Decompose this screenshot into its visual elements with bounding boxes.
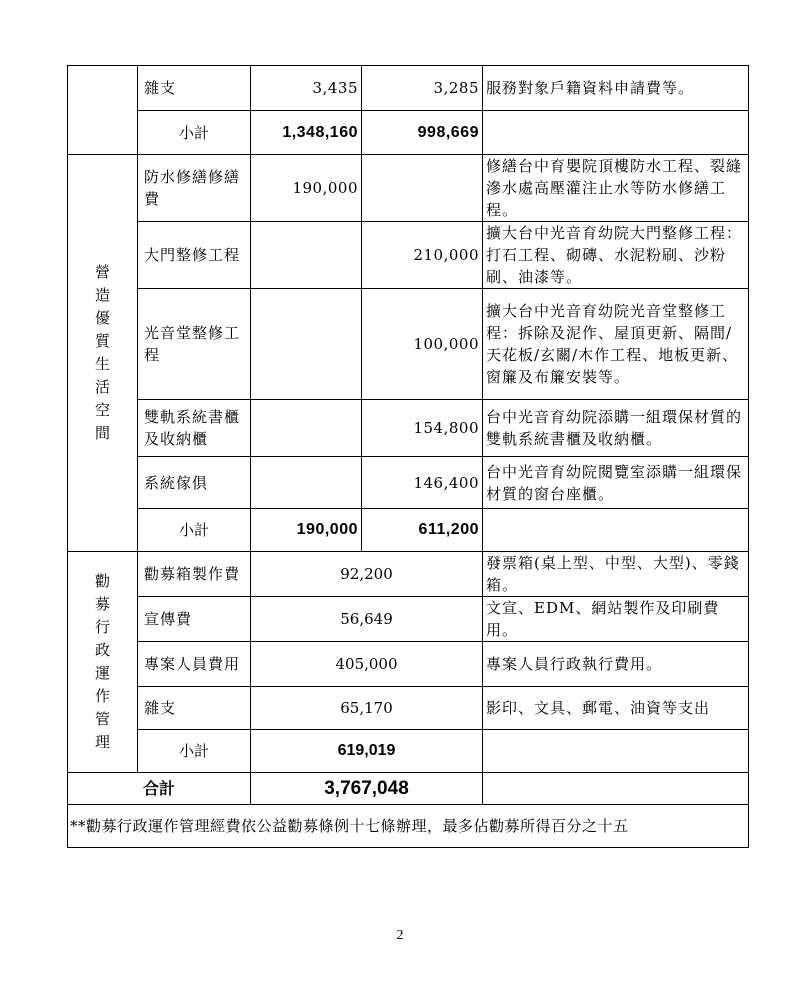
description-cell: 擴大台中光音育幼院光音堂整修工程：拆除及泥作、屋頂更新、隔間/天花板/玄關/木作工程、地板更新、窗簾及布簾安裝等。 xyxy=(483,289,749,400)
subtotal-amount: 190,000 xyxy=(251,509,362,552)
subtotal-row xyxy=(68,730,749,773)
amount-cell xyxy=(251,222,362,289)
total-label: 合計 xyxy=(68,773,251,805)
amount-cell: 405,000 xyxy=(251,642,483,687)
subtotal-amount: 611,200 xyxy=(362,509,483,552)
subtotal-label: 小計 xyxy=(138,509,251,552)
description-cell: 台中光音育幼院閱覽室添購一組環保材質的窗台座櫃。 xyxy=(483,457,749,509)
amount-cell: 210,000 xyxy=(362,222,483,289)
item-label: 大門整修工程 xyxy=(138,222,251,289)
amount-cell: 3,285 xyxy=(362,66,483,111)
description-cell: 發票箱(桌上型、中型、大型)、零錢箱。 xyxy=(483,552,749,597)
empty-cell xyxy=(483,509,749,552)
category-label: 營造優質生活空間 xyxy=(94,263,110,442)
note-row xyxy=(68,805,749,848)
table-row xyxy=(68,400,749,457)
description-cell: 影印、文具、郵電、油資等支出 xyxy=(483,687,749,730)
budget-table xyxy=(67,65,749,848)
page-number: 2 xyxy=(396,928,404,943)
item-label: 雜支 xyxy=(138,66,251,111)
empty-cell xyxy=(483,111,749,155)
empty-cell xyxy=(483,773,749,805)
footnote: **勸募行政運作管理經費依公益勸募條例十七條辦理，最多佔勸募所得百分之十五 xyxy=(68,805,749,848)
table-row xyxy=(68,687,749,730)
total-amount: 3,767,048 xyxy=(251,773,483,805)
item-label: 雜支 xyxy=(138,687,251,730)
item-label: 雙軌系統書櫃及收納櫃 xyxy=(138,400,251,457)
amount-cell: 3,435 xyxy=(251,66,362,111)
amount-cell xyxy=(251,400,362,457)
table-row xyxy=(68,289,749,400)
description-cell: 專案人員行政執行費用。 xyxy=(483,642,749,687)
description-cell: 修繕台中育嬰院頂樓防水工程、裂縫滲水處高壓灌注止水等防水修繕工程。 xyxy=(483,155,749,222)
subtotal-amount: 998,669 xyxy=(362,111,483,155)
item-label: 宣傳費 xyxy=(138,597,251,642)
amount-cell: 146,400 xyxy=(362,457,483,509)
description-cell: 台中光音育幼院添購一組環保材質的雙軌系統書櫃及收納櫃。 xyxy=(483,400,749,457)
subtotal-label: 小計 xyxy=(138,730,251,773)
amount-cell: 154,800 xyxy=(362,400,483,457)
subtotal-row xyxy=(68,509,749,552)
subtotal-row xyxy=(68,111,749,155)
subtotal-amount: 1,348,160 xyxy=(251,111,362,155)
subtotal-label: 小計 xyxy=(138,111,251,155)
subtotal-amount: 619,019 xyxy=(251,730,483,773)
table-row xyxy=(68,457,749,509)
table-row xyxy=(68,642,749,687)
amount-cell xyxy=(362,155,483,222)
item-label: 勸募箱製作費 xyxy=(138,552,251,597)
item-label: 防水修繕修繕費 xyxy=(138,155,251,222)
amount-cell xyxy=(251,457,362,509)
category-label: 勸募行政運作管理 xyxy=(94,572,110,751)
item-label: 系統傢俱 xyxy=(138,457,251,509)
category-cell xyxy=(68,155,138,552)
item-label: 光音堂整修工程 xyxy=(138,289,251,400)
table-row xyxy=(68,222,749,289)
table-row xyxy=(68,552,749,597)
amount-cell: 92,200 xyxy=(251,552,483,597)
amount-cell xyxy=(251,289,362,400)
category-cell xyxy=(68,552,138,773)
table-row xyxy=(68,66,749,111)
category-cell-empty xyxy=(68,66,138,155)
amount-cell: 100,000 xyxy=(362,289,483,400)
amount-cell: 190,000 xyxy=(251,155,362,222)
total-row xyxy=(68,773,749,805)
description-cell: 擴大台中光音育幼院大門整修工程：打石工程、砌磚、水泥粉刷、沙粉刷、油漆等。 xyxy=(483,222,749,289)
empty-cell xyxy=(483,730,749,773)
table-row xyxy=(68,155,749,222)
description-cell: 服務對象戶籍資料申請費等。 xyxy=(483,66,749,111)
description-cell: 文宣、EDM、網站製作及印刷費用。 xyxy=(483,597,749,642)
table-row xyxy=(68,597,749,642)
amount-cell: 56,649 xyxy=(251,597,483,642)
amount-cell: 65,170 xyxy=(251,687,483,730)
item-label: 專案人員費用 xyxy=(138,642,251,687)
